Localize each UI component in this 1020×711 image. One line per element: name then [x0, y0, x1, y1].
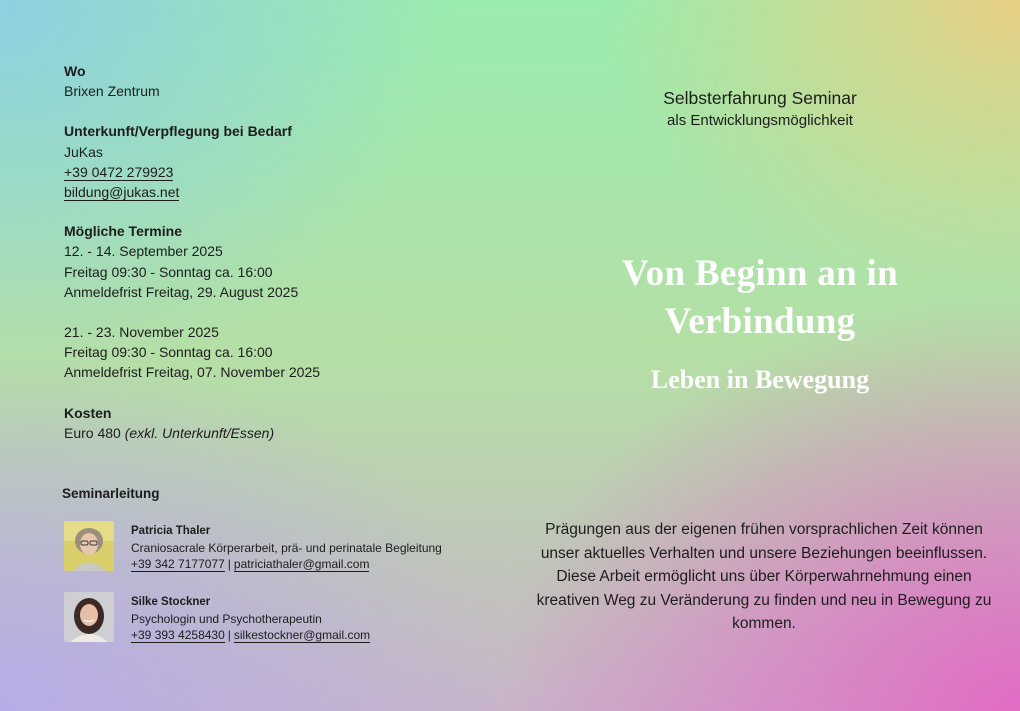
accommodation-phone-link[interactable]: +39 0472 279923: [64, 163, 174, 180]
description-paragraph-1: Prägungen aus der eigenen frühen vorsprachlichen Zeit können unser aktuelles Verhalten und unsere Beziehungen beeinflussen.: [540, 521, 988, 562]
accommodation-name: JuKas: [64, 143, 103, 160]
date1-deadline: Anmeldefrist Freitag, 29. August 2025: [64, 283, 299, 300]
description-paragraph-2: Diese Arbeit ermöglicht uns über Körperwahrnehmung einen kreativen Weg zu Veränderung zu finden und neu in Bewegung zu kommen.: [536, 568, 992, 633]
costs-value: Euro 480: [64, 424, 121, 441]
leader-contact: [131, 556, 442, 573]
seminar-type: Selbsterfahrung Seminar: [663, 88, 857, 108]
accommodation-heading: Unterkunft/Verpflegung bei Bedarf: [64, 123, 292, 140]
seminar-leaders-heading: Seminarleitung: [62, 486, 160, 501]
leader-email-link[interactable]: silkestockner@gmail.com: [233, 628, 371, 642]
date1-times: Freitag 09:30 - Sonntag ca. 16:00: [64, 263, 273, 280]
costs-line: [64, 423, 484, 443]
event-details: [64, 61, 484, 443]
tagline: Leben in Bewegung: [650, 365, 870, 394]
seminar-description: [528, 518, 1000, 636]
contact-separator: |: [227, 628, 231, 642]
location-value: Brixen Zentrum: [64, 83, 160, 100]
accommodation-email-link[interactable]: bildung@jukas.net: [64, 184, 180, 201]
leader-name: Patricia Thaler: [131, 525, 211, 537]
leader-info-patricia: [131, 523, 442, 573]
dates-heading: Mögliche Termine: [64, 223, 182, 240]
leader-contact: [131, 627, 370, 644]
page-title: [540, 250, 980, 346]
leader-info-silke: [131, 594, 370, 644]
leader-email-link[interactable]: patriciathaler@gmail.com: [233, 557, 370, 571]
seminar-type-secondary: als Entwicklungsmöglichkeit: [667, 112, 853, 129]
date1-range: 12. - 14. September 2025: [64, 243, 223, 260]
leader-phone-link[interactable]: +39 393 4258430: [131, 628, 225, 642]
date2-deadline: Anmeldefrist Freitag, 07. November 2025: [64, 364, 321, 381]
leader-name: Silke Stockner: [131, 596, 211, 608]
leader-role: Psychologin und Psychotherapeutin: [131, 611, 322, 626]
leader-phone-link[interactable]: +39 342 7177077: [131, 557, 225, 571]
location-heading: Wo: [64, 63, 86, 79]
leader-card-patricia: [64, 521, 442, 573]
leader-photo-silke: [64, 592, 114, 642]
title-line-2: Verbindung: [664, 301, 856, 342]
date2-range: 21. - 23. November 2025: [64, 324, 219, 341]
costs-heading: Kosten: [64, 404, 112, 421]
seminar-subtitle: [540, 86, 980, 132]
costs-note: (exkl. Unterkunft/Essen): [124, 424, 275, 441]
title-line-1: Von Beginn an in: [622, 253, 898, 294]
contact-separator: |: [227, 557, 231, 571]
date2-times: Freitag 09:30 - Sonntag ca. 16:00: [64, 344, 273, 361]
leader-card-silke: [64, 592, 370, 644]
leader-role: Craniosacrale Körperarbeit, prä- und perinatale Begleitung: [131, 540, 442, 555]
leader-photo-patricia: [64, 521, 114, 571]
